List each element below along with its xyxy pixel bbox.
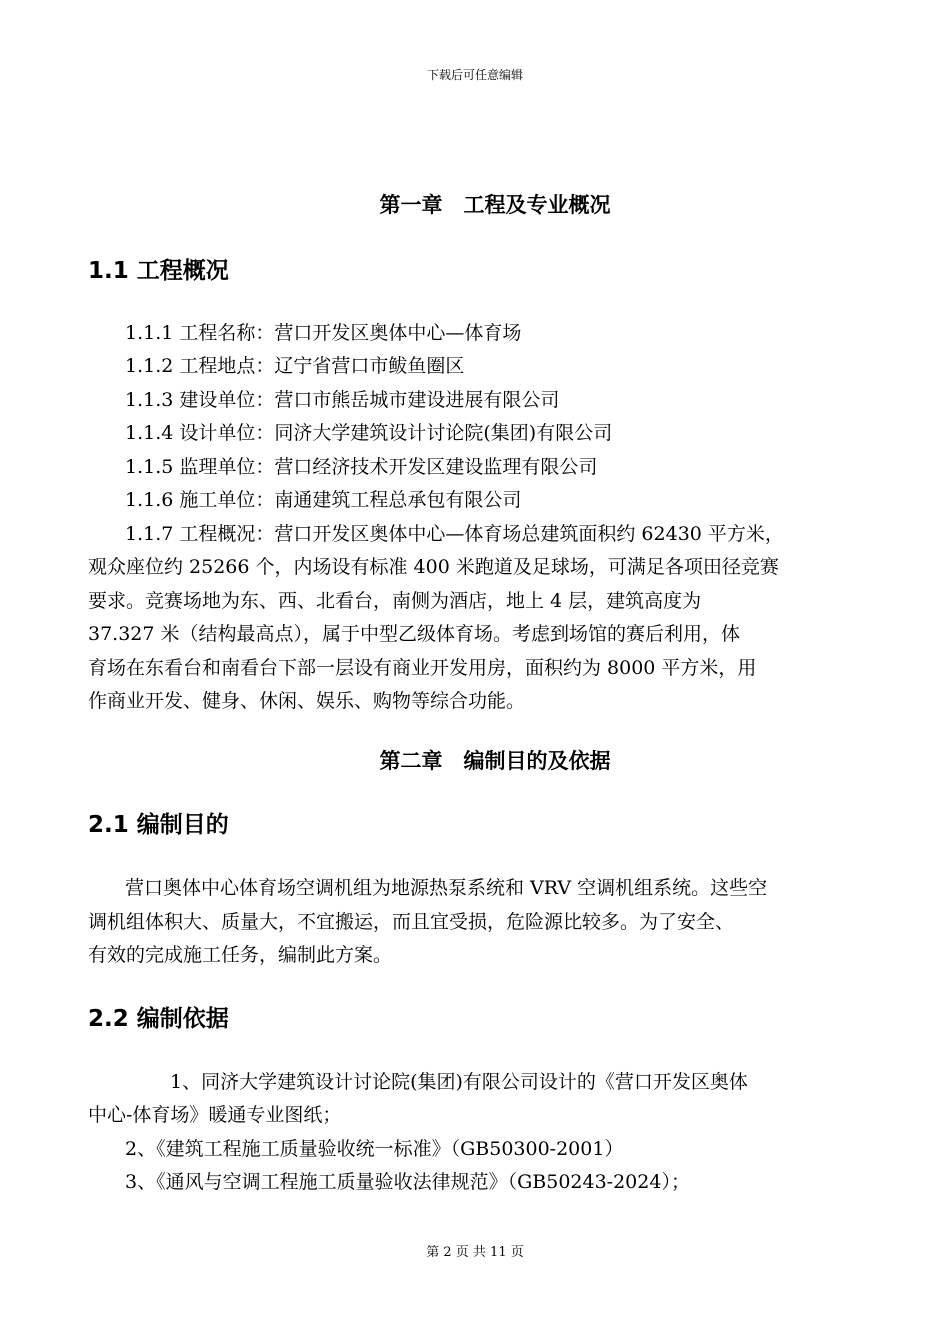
- basis-line: 2、《建筑工程施工质量验收统一标准》（GB50300-2001）: [125, 1138, 624, 1160]
- page-header: 下载后可任意编辑: [426, 68, 523, 82]
- overview-line: 育场在东看台和南看台下部一层设有商业开发用房，面积约为 8000 平方米，用: [88, 657, 757, 679]
- item-project-location: 1.1.2 工程地点：辽宁省营口市鲅鱼圈区: [125, 355, 465, 377]
- item-project-name: 1.1.1 工程名称：营口开发区奥体中心—体育场: [125, 322, 522, 344]
- basis-line: 3、《通风与空调工程施工质量验收法律规范》（GB50243-2024）；: [125, 1171, 690, 1193]
- chapter-2-title: 第二章 编制目的及依据: [379, 749, 611, 773]
- item-supervision-unit: 1.1.5 监理单位：营口经济技术开发区建设监理有限公司: [125, 456, 598, 478]
- section-2-1-heading: 2.1 编制目的: [88, 812, 229, 838]
- item-contractor: 1.1.6 施工单位：南通建筑工程总承包有限公司: [125, 489, 522, 511]
- item-construction-unit: 1.1.3 建设单位：营口市熊岳城市建设进展有限公司: [125, 389, 560, 411]
- purpose-line: 调机组体积大、质量大，不宜搬运，而且宜受损，危险源比较多。为了安全、: [88, 911, 735, 933]
- overview-line: 1.1.7 工程概况：营口开发区奥体中心—体育场总建筑面积约 62430 平方米，: [125, 523, 784, 545]
- overview-line: 作商业开发、健身、休闲、娱乐、购物等综合功能。: [88, 690, 526, 712]
- overview-line: 观众座位约 25266 个，内场设有标准 400 米跑道及足球场，可满足各项田径竞赛: [88, 556, 779, 578]
- overview-line: 要求。竞赛场地为东、西、北看台，南侧为酒店，地上 4 层，建筑高度为: [88, 590, 702, 612]
- chapter-1-title: 第一章 工程及专业概况: [379, 193, 611, 217]
- section-1-1-heading: 1.1 工程概况: [88, 258, 229, 284]
- overview-line: 37.327 米（结构最高点），属于中型乙级体育场。考虑到场馆的赛后利用，体: [88, 623, 741, 645]
- basis-line: 中心-体育场》暖通专业图纸；: [88, 1104, 342, 1126]
- purpose-line: 营口奥体中心体育场空调机组为地源热泵系统和 VRV 空调机组系统。这些空: [125, 877, 768, 899]
- item-design-unit: 1.1.4 设计单位：同济大学建筑设计讨论院(集团)有限公司: [125, 422, 613, 444]
- page-footer: 第 2 页 共 11 页: [426, 1245, 524, 1260]
- basis-line: 1、同济大学建筑设计讨论院(集团)有限公司设计的《营口开发区奥体: [170, 1071, 748, 1093]
- purpose-line: 有效的完成施工任务，编制此方案。: [88, 944, 393, 966]
- section-2-2-heading: 2.2 编制依据: [88, 1006, 229, 1032]
